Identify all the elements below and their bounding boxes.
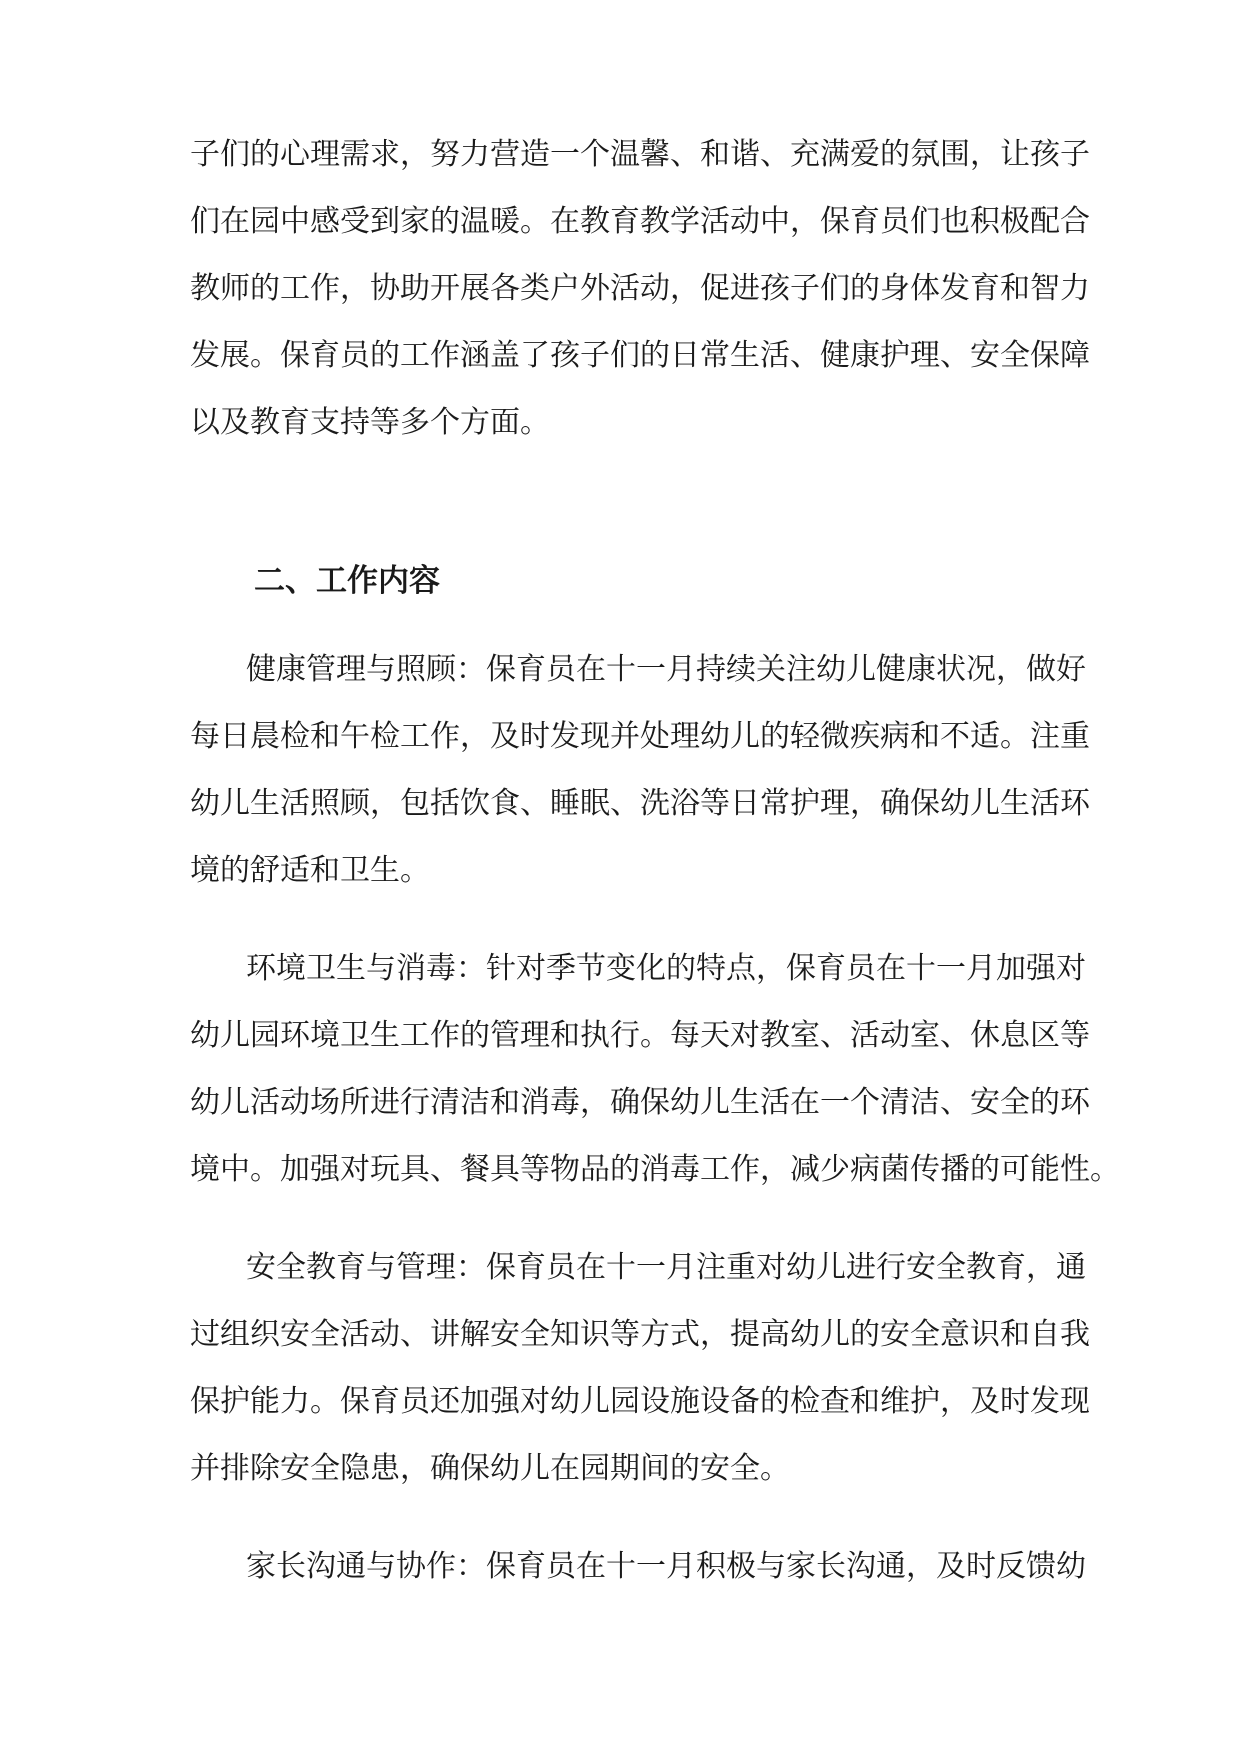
intro-line-2: 们在园中感受到家的温暖。在教育教学活动中，保育员们也积极配合 xyxy=(190,204,1090,239)
parent-line-1: 家长沟通与协作：保育员在十一月积极与家长沟通，及时反馈幼 xyxy=(246,1549,1086,1584)
safety-line-2: 过组织安全活动、讲解安全知识等方式，提高幼儿的安全意识和自我 xyxy=(190,1317,1090,1352)
safety-line-4: 并排除安全隐患，确保幼儿在园期间的安全。 xyxy=(190,1451,790,1486)
safety-line-1: 安全教育与管理：保育员在十一月注重对幼儿进行安全教育，通 xyxy=(246,1250,1086,1285)
intro-line-5: 以及教育支持等多个方面。 xyxy=(190,405,550,440)
health-line-3: 幼儿生活照顾，包括饮食、睡眠、洗浴等日常护理，确保幼儿生活环 xyxy=(190,786,1090,821)
intro-line-4: 发展。保育员的工作涵盖了孩子们的日常生活、健康护理、安全保障 xyxy=(190,338,1090,373)
hygiene-line-2: 幼儿园环境卫生工作的管理和执行。每天对教室、活动室、休息区等 xyxy=(190,1018,1090,1053)
hygiene-line-4: 境中。加强对玩具、餐具等物品的消毒工作，减少病菌传播的可能性。 xyxy=(190,1152,1120,1187)
intro-line-1: 子们的心理需求，努力营造一个温馨、和谐、充满爱的氛围，让孩子 xyxy=(190,137,1090,172)
section-heading: 二、工作内容 xyxy=(254,563,440,599)
safety-line-3: 保护能力。保育员还加强对幼儿园设施设备的检查和维护，及时发现 xyxy=(190,1384,1090,1419)
health-line-1: 健康管理与照顾：保育员在十一月持续关注幼儿健康状况，做好 xyxy=(246,652,1086,687)
hygiene-line-3: 幼儿活动场所进行清洁和消毒，确保幼儿生活在一个清洁、安全的环 xyxy=(190,1085,1090,1120)
health-line-4: 境的舒适和卫生。 xyxy=(190,853,430,888)
health-line-2: 每日晨检和午检工作，及时发现并处理幼儿的轻微疾病和不适。注重 xyxy=(190,719,1090,754)
hygiene-line-1: 环境卫生与消毒：针对季节变化的特点，保育员在十一月加强对 xyxy=(246,951,1086,986)
intro-line-3: 教师的工作，协助开展各类户外活动，促进孩子们的身体发育和智力 xyxy=(190,271,1090,306)
